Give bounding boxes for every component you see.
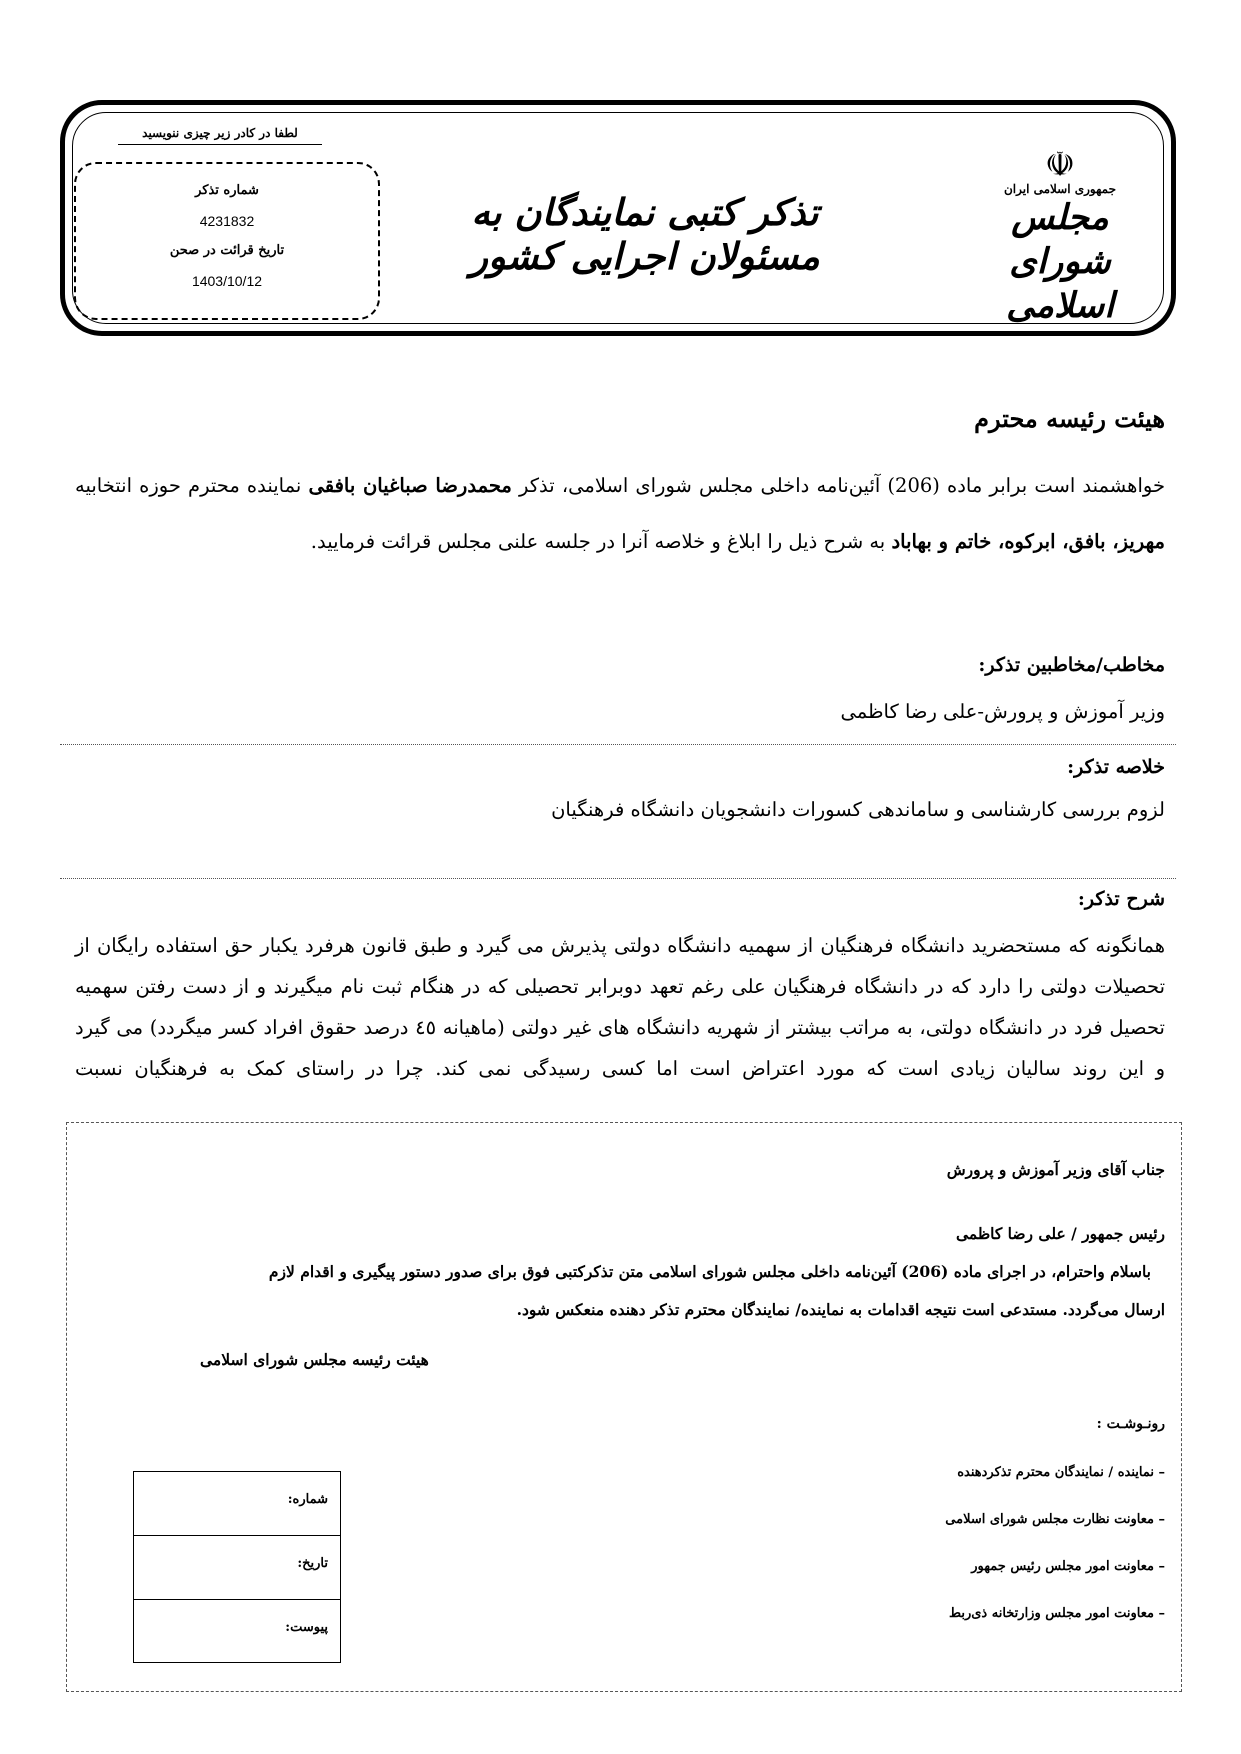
registry-table: [133, 1471, 341, 1663]
memo-number: 4231832: [199, 213, 255, 229]
summary-value: لزوم بررسی کارشناسی و ساماندهی کسورات دانشجویان دانشگاه فرهنگیان: [551, 798, 1165, 821]
cc-item: – معاونت امور مجلس رئیس جمهور: [971, 1559, 1165, 1574]
cc-label: رونـوشـت :: [1096, 1416, 1165, 1432]
document-title: تذکر کتبی نمایندگان به مسئولان اجرایی کشور: [470, 190, 820, 278]
description-text: همانگونه که مستحضرید دانشگاه فرهنگیان از سهمیه دانشگاه دولتی پذیرش می گیرد و طبق قانون هرفرد یکبار حق استفاده رایگان از تحصیلات دولتی را دارد که در دانشگاه فرهنگیان علی رغم تعهد دوبرابر تحصیلی که در هنگام ثبت نام میگیرند و از دست رفتن سهمیه تحصیل فرد در دانشگاه دولتی، به مراتب بیشتر از شهریه دانشگاه های غیر دولتی (ماهیانه ٤٥ درصد حقوق افراد کسر میگردد) می گیرد و این روند سالیان زیادی است که مورد اعتراض است اما کسی رسیدگی نمی کند. چرا در راستای کمک به فرهنگیان نسبت: [75, 934, 1165, 1080]
parliament-logo: [965, 145, 1155, 326]
salutation: هیئت رئیسه محترم: [974, 404, 1165, 433]
registry-date: تاریخ:: [134, 1536, 340, 1600]
to-minister: جناب آقای وزیر آموزش و پرورش: [946, 1160, 1165, 1179]
cc-item: – نماینده / نمایندگان محترم تذکردهنده: [957, 1465, 1165, 1480]
representative-name: محمدرضا صباغیان بافقی: [308, 474, 512, 497]
addressees-value: وزیر آموزش و پرورش-علی رضا کاظمی: [840, 700, 1165, 723]
cc-item: – معاونت امور مجلس وزارتخانه ذی‌ربط: [949, 1606, 1165, 1621]
summary-label: خلاصه تذکر:: [1067, 756, 1165, 778]
registry-number: شماره:: [134, 1472, 340, 1536]
memo-info-box: [74, 162, 380, 320]
registry-attachment: پیوست:: [285, 1620, 328, 1635]
logo-republic-text: جمهوری اسلامی ایران: [1003, 182, 1117, 196]
cc-list: [945, 1465, 1165, 1653]
divider: [60, 878, 1176, 879]
divider: [60, 744, 1176, 745]
intro-paragraph: [75, 458, 1165, 570]
addressees-label: مخاطب/مخاطبین تذکر:: [978, 654, 1165, 676]
logo-parliament-text: مجلس شورای اسلامی: [1006, 197, 1114, 326]
do-not-write-note: لطفا در کادر زیر چیزی ننویسید: [118, 126, 322, 145]
description-label: شرح تذکر:: [1077, 888, 1165, 910]
intro-text-2: نماینده محترم حوزه انتخابیه: [75, 474, 309, 497]
reading-date: 1403/10/12: [191, 273, 263, 289]
cc-item: – معاونت نظارت مجلس شورای اسلامی: [945, 1512, 1165, 1527]
intro-text-1: خواهشمند است برابر ماده (206) آئین‌نامه داخلی مجلس شورای اسلامی، تذکر: [511, 474, 1165, 497]
forwarding-body-2: ارسال می‌گردد. مستدعی است نتیجه اقدامات به نماینده/ نمایندگان محترم تذکر دهنده منعکس شود.: [516, 1300, 1165, 1319]
reading-date-label: تاریخ قرائت در صحن: [169, 243, 285, 258]
signature: هیئت رئیسه مجلس شورای اسلامی: [200, 1350, 429, 1369]
iran-emblem-icon: ☫: [1044, 145, 1076, 185]
forwarding-body-1: باسلام واحترام، در اجرای ماده (206) آئین‌نامه داخلی مجلس شورای اسلامی متن تذکرکتبی فوق برای صدور دستور پیگیری و اقدام لازم: [268, 1262, 1151, 1281]
to-president: رئیس جمهور / علی رضا کاظمی: [955, 1224, 1165, 1243]
intro-text-3: به شرح ذیل را ابلاغ و خلاصه آنرا در جلسه علنی مجلس قرائت فرمایید.: [310, 530, 892, 553]
constituency: مهریز، بافق، ابرکوه، خاتم و بهاباد: [891, 530, 1165, 553]
memo-number-label: شماره تذکر: [195, 183, 259, 198]
